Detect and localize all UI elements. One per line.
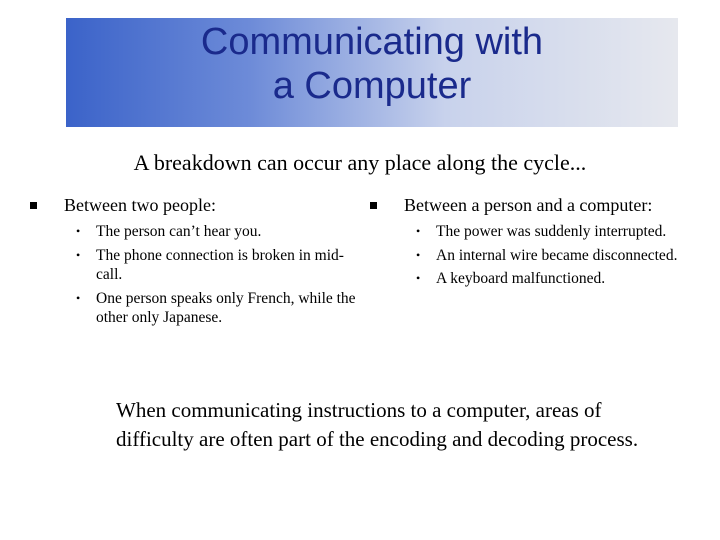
right-heading: Between a person and a computer: [404,195,653,215]
list-item [30,246,360,285]
list-item-text: The phone connection is broken in mid-call. [96,246,344,283]
list-item-text: The person can’t hear you. [96,223,262,240]
list-item-text: One person speaks only French, while the other only Japanese. [96,289,356,326]
conclusion-text: When communicating instructions to a computer, areas of difficulty are often part of the encoding and decoding process. [116,398,639,451]
bullet-dot-icon: • [416,271,421,285]
slide-title [66,20,678,108]
slide-subtitle: A breakdown can occur any place along the cycle... [133,150,587,175]
title-line-2: a Computer [272,65,472,107]
square-bullet-icon [30,202,37,209]
left-list [30,222,360,328]
bullet-dot-icon: • [416,224,421,238]
bullet-dot-icon: • [416,247,421,262]
left-heading-row [30,192,360,218]
list-item-text: A keyboard malfunctioned. [436,270,606,287]
square-bullet-icon [370,202,377,209]
list-item [370,269,700,289]
bullet-dot-icon: • [76,247,81,262]
list-item [370,246,700,266]
list-item [370,222,700,242]
list-item [30,222,360,242]
right-heading-row [370,192,700,218]
list-item-text: An internal wire became disconnected. [436,246,678,264]
right-list [370,222,700,289]
right-column [370,192,700,289]
left-heading: Between two people: [64,195,216,215]
left-column [30,192,360,328]
list-item [30,289,360,328]
bullet-dot-icon: • [76,290,81,305]
list-item-text: The power was suddenly interrupted. [436,223,667,240]
bullet-dot-icon: • [76,224,81,238]
title-line-1: Communicating with [200,21,544,63]
